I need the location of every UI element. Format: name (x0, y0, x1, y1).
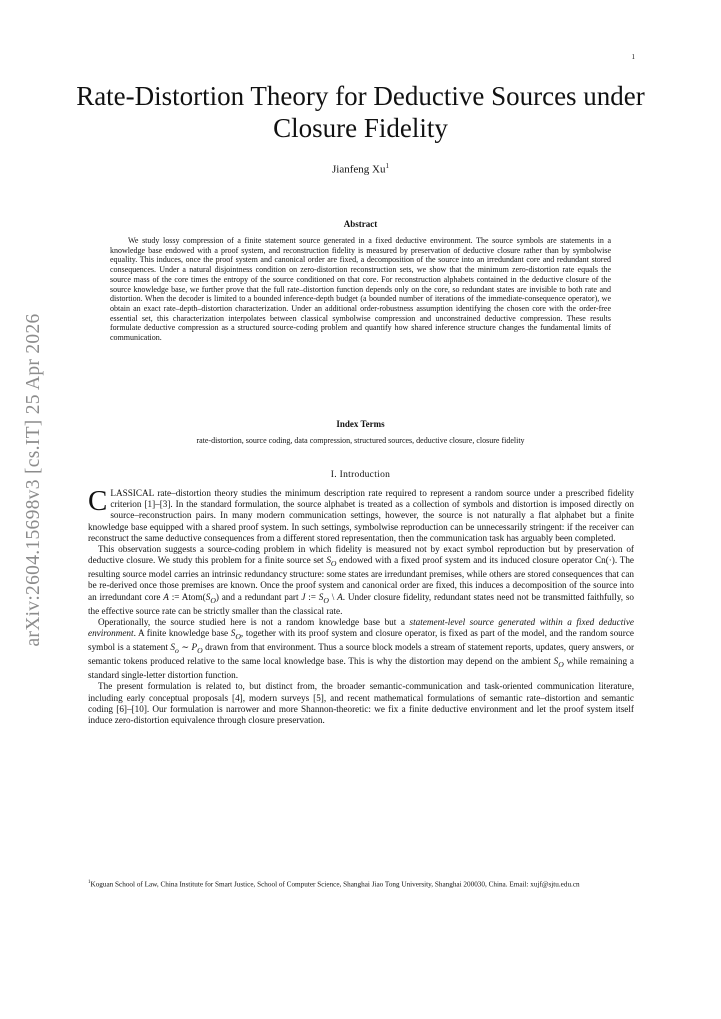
arxiv-identifier-text: arXiv:2604.15698v3 [cs.IT] 25 Apr 2026 (23, 313, 44, 647)
author-line (70, 162, 651, 176)
abstract-text: We study lossy compression of a finite statement source generated in a fixed deductive environment. The source symbols are statements in a knowledge base endowed with a proof system, and reconstruction fidelity is measured by preservation of deductive closure rather than by symbolwise equality. This induces, once the proof system and canonical order are fixed, a decomposition of the source into an irredundant core and redundant stored consequences. Under a natural disjointness condition on zero-distortion reconstruction sets, we show that the minimum zero-distortion rate equals the source mass of the core times the entropy of the source conditioned on that core. For reconstruction alphabets contained in the deductive closure of the source knowledge base, we further prove that the full rate–distortion function depends only on the core, so redundant states are invisible to both rate and distortion. When the decoder is limited to a bounded inference-depth budget (a bounded number of iterations of the immediate-consequence operator), we obtain an exact rate–depth–distortion characterization. Under an additional order-robustness assumption identifying the chosen core with the order-free essential set, this characterization interpolates between classical symbolwise compression and unconstrained deductive compression. These results formulate deductive compression as a structured source-coding problem and quantify how shared inference structure changes the fundamental limits of communication. (110, 236, 611, 343)
footnote (88, 878, 634, 889)
arxiv-identifier-stamp (9, 300, 59, 660)
paragraph-1 (88, 485, 634, 544)
paragraph-1-text: LASSICAL rate–distortion theory studies the minimum description rate required to represent a random source under a prescribed fidelity criterion [1]–[3]. In the standard formulation, the source alphabet is treated as a collection of symbols and distortion is imposed directly on source–reconstruction pairs. In many modern communication settings, however, the source is not naturally a flat alphabet but a finite knowledge base equipped with a shared proof system. In such settings, symbolwise reproduction can be unnecessarily stringent: if the receiver can reconstruct the same deductive consequences from a different stored representation, then the communication task has arguably been completed. (88, 488, 634, 543)
index-terms-heading: Index Terms (336, 419, 385, 429)
author-footnote-mark: 1 (385, 162, 389, 170)
page-number: 1 (631, 53, 635, 61)
paragraph-2: This observation suggests a source-coding problem in which fidelity is measured not by exact symbol reproduction but by preservation of deductive closure. We study this problem for a finite source set $S_O$ endowed with a fixed proof system and its induced closure operator Cn(·). The resulting source model carries an intrinsic redundancy structure: some states are irredundant premises, while others are stored consequences that can be re-derived once those premises are known. Once the proof system and canonical order are fixed, this induces a decomposition of the source into an irredundant core A := $Atom(S_O)$ and a redundant part J := $S_O$ \ A. Under closure fidelity, redundant states need not be transmitted faithfully, so the effective source rate can be strictly smaller than the classical rate. (88, 544, 634, 616)
index-terms-text: rate-distortion, source coding, data compression, structured sources, deductive closure, closure fidelity (196, 436, 525, 445)
paragraph-3: Operationally, the source studied here is not a random knowledge base but a statement-level source generated within a fixed deductive environment. A finite knowledge base $S_O$, together with its proof system and closure operator, is fixed as part of the model, and the random source symbol is a statement $S_o$ ∼ $P_O$ drawn from that environment. Thus a source block models a stream of statement reports, updates, query answers, or semantic tokens produced relative to the same local knowledge base. This is why the distortion may depend on the ambient $S_O$ while remaining a standard single-letter distortion function. (88, 616, 635, 681)
section-heading-introduction: I. Introduction (330, 470, 391, 480)
paragraph-4: The present formulation is related to, but distinct from, the broader semantic-communication and task-oriented communication literature, including early conceptual proposals [4], modern surveys [5], and recent mathematical formulations of semantic rate–distortion and semantic coding [6]–[10]. Our formulation is narrower and more Shannon-theoretic: we fix a finite deductive environment and let the proof system itself induce zero-distortion equivalence through closure preservation. (88, 681, 634, 725)
drop-cap: C (88, 485, 108, 517)
introduction-body (88, 485, 635, 726)
author-name: Jianfeng Xu (332, 163, 386, 176)
abstract-heading: Abstract (343, 219, 378, 229)
paper-title: Rate-Distortion Theory for Deductive Sources under Closure Fidelity (76, 81, 645, 143)
footnote-mark: 1 (88, 880, 91, 885)
footnote-text: Koguan School of Law, China Institute for Smart Justice, School of Computer Science, Shanghai Jiao Tong University, Shanghai 200030, China. Email: xujf@sjtu.edu.cn (90, 880, 580, 889)
